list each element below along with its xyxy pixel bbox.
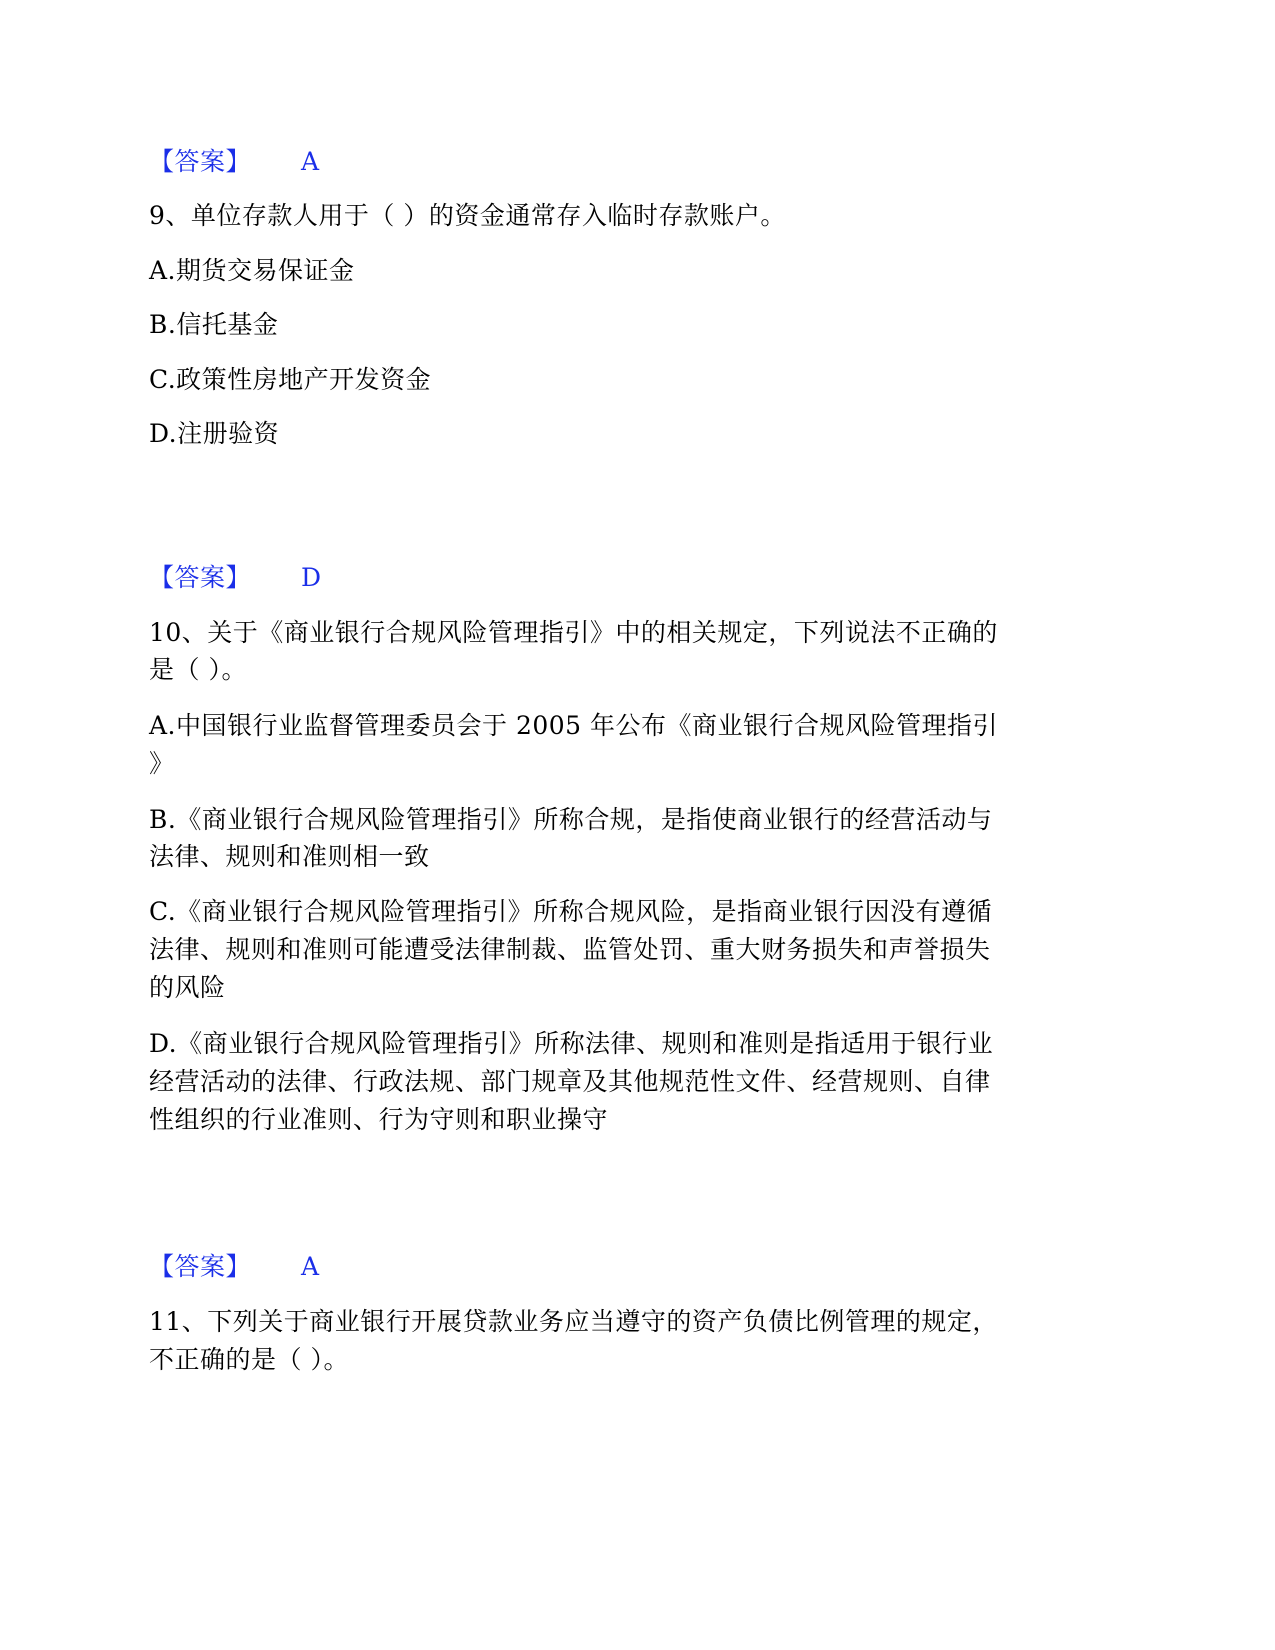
question-10-stem-line-1: 10、关于《商业银行合规风险管理指引》中的相关规定，下列说法不正确的 [149, 618, 998, 647]
question-10-option-b-line-1: B.《商业银行合规风险管理指引》所称合规，是指使商业银行的经营活动与 [149, 805, 993, 834]
question-10-option-d-line-2: 经营活动的法律、行政法规、部门规章及其他规范性文件、经营规则、自律 [149, 1067, 991, 1096]
question-10-option-d-line-1: D.《商业银行合规风险管理指引》所称法律、规则和准则是指适用于银行业 [149, 1029, 994, 1058]
question-10-option-c-line-3: 的风险 [149, 973, 226, 1002]
answer-line [149, 1248, 320, 1286]
answer-value: D [301, 563, 322, 592]
question-9-option-d: D.注册验资 [149, 419, 280, 448]
question-10-option-c-line-2: 法律、规则和准则可能遭受法律制裁、监管处罚、重大财务损失和声誉损失 [149, 935, 991, 964]
answer-value: A [301, 1252, 320, 1281]
question-10-option-b-line-2: 法律、规则和准则相一致 [149, 842, 430, 871]
question-9-option-b: B.信托基金 [149, 310, 279, 339]
question-10-option-d-line-3: 性组织的行业准则、行为守则和职业操守 [149, 1105, 609, 1134]
question-11-stem-line-2: 不正确的是（ ）。 [149, 1345, 349, 1374]
answer-label: 【答案】 [149, 147, 252, 176]
answer-value: A [301, 147, 320, 176]
question-10-option-a-line-1: A.中国银行业监督管理委员会于 2005 年公布《商业银行合规风险管理指引 [149, 711, 999, 740]
question-10-option-a-line-2: 》 [149, 749, 175, 778]
question-9-option-c: C.政策性房地产开发资金 [149, 365, 432, 394]
question-10-stem-line-2: 是（ ）。 [149, 655, 247, 684]
question-10-option-c-line-1: C.《商业银行合规风险管理指引》所称合规风险，是指商业银行因没有遵循 [149, 897, 993, 926]
answer-line [149, 559, 322, 597]
answer-label: 【答案】 [149, 1252, 252, 1281]
answer-label: 【答案】 [149, 563, 252, 592]
answer-line [149, 143, 320, 181]
question-9-stem: 9、单位存款人用于（ ）的资金通常存入临时存款账户。 [149, 201, 786, 230]
question-11-stem-line-1: 11、下列关于商业银行开展贷款业务应当遵守的资产负债比例管理的规定， [149, 1307, 998, 1336]
question-9-option-a: A.期货交易保证金 [149, 256, 355, 285]
